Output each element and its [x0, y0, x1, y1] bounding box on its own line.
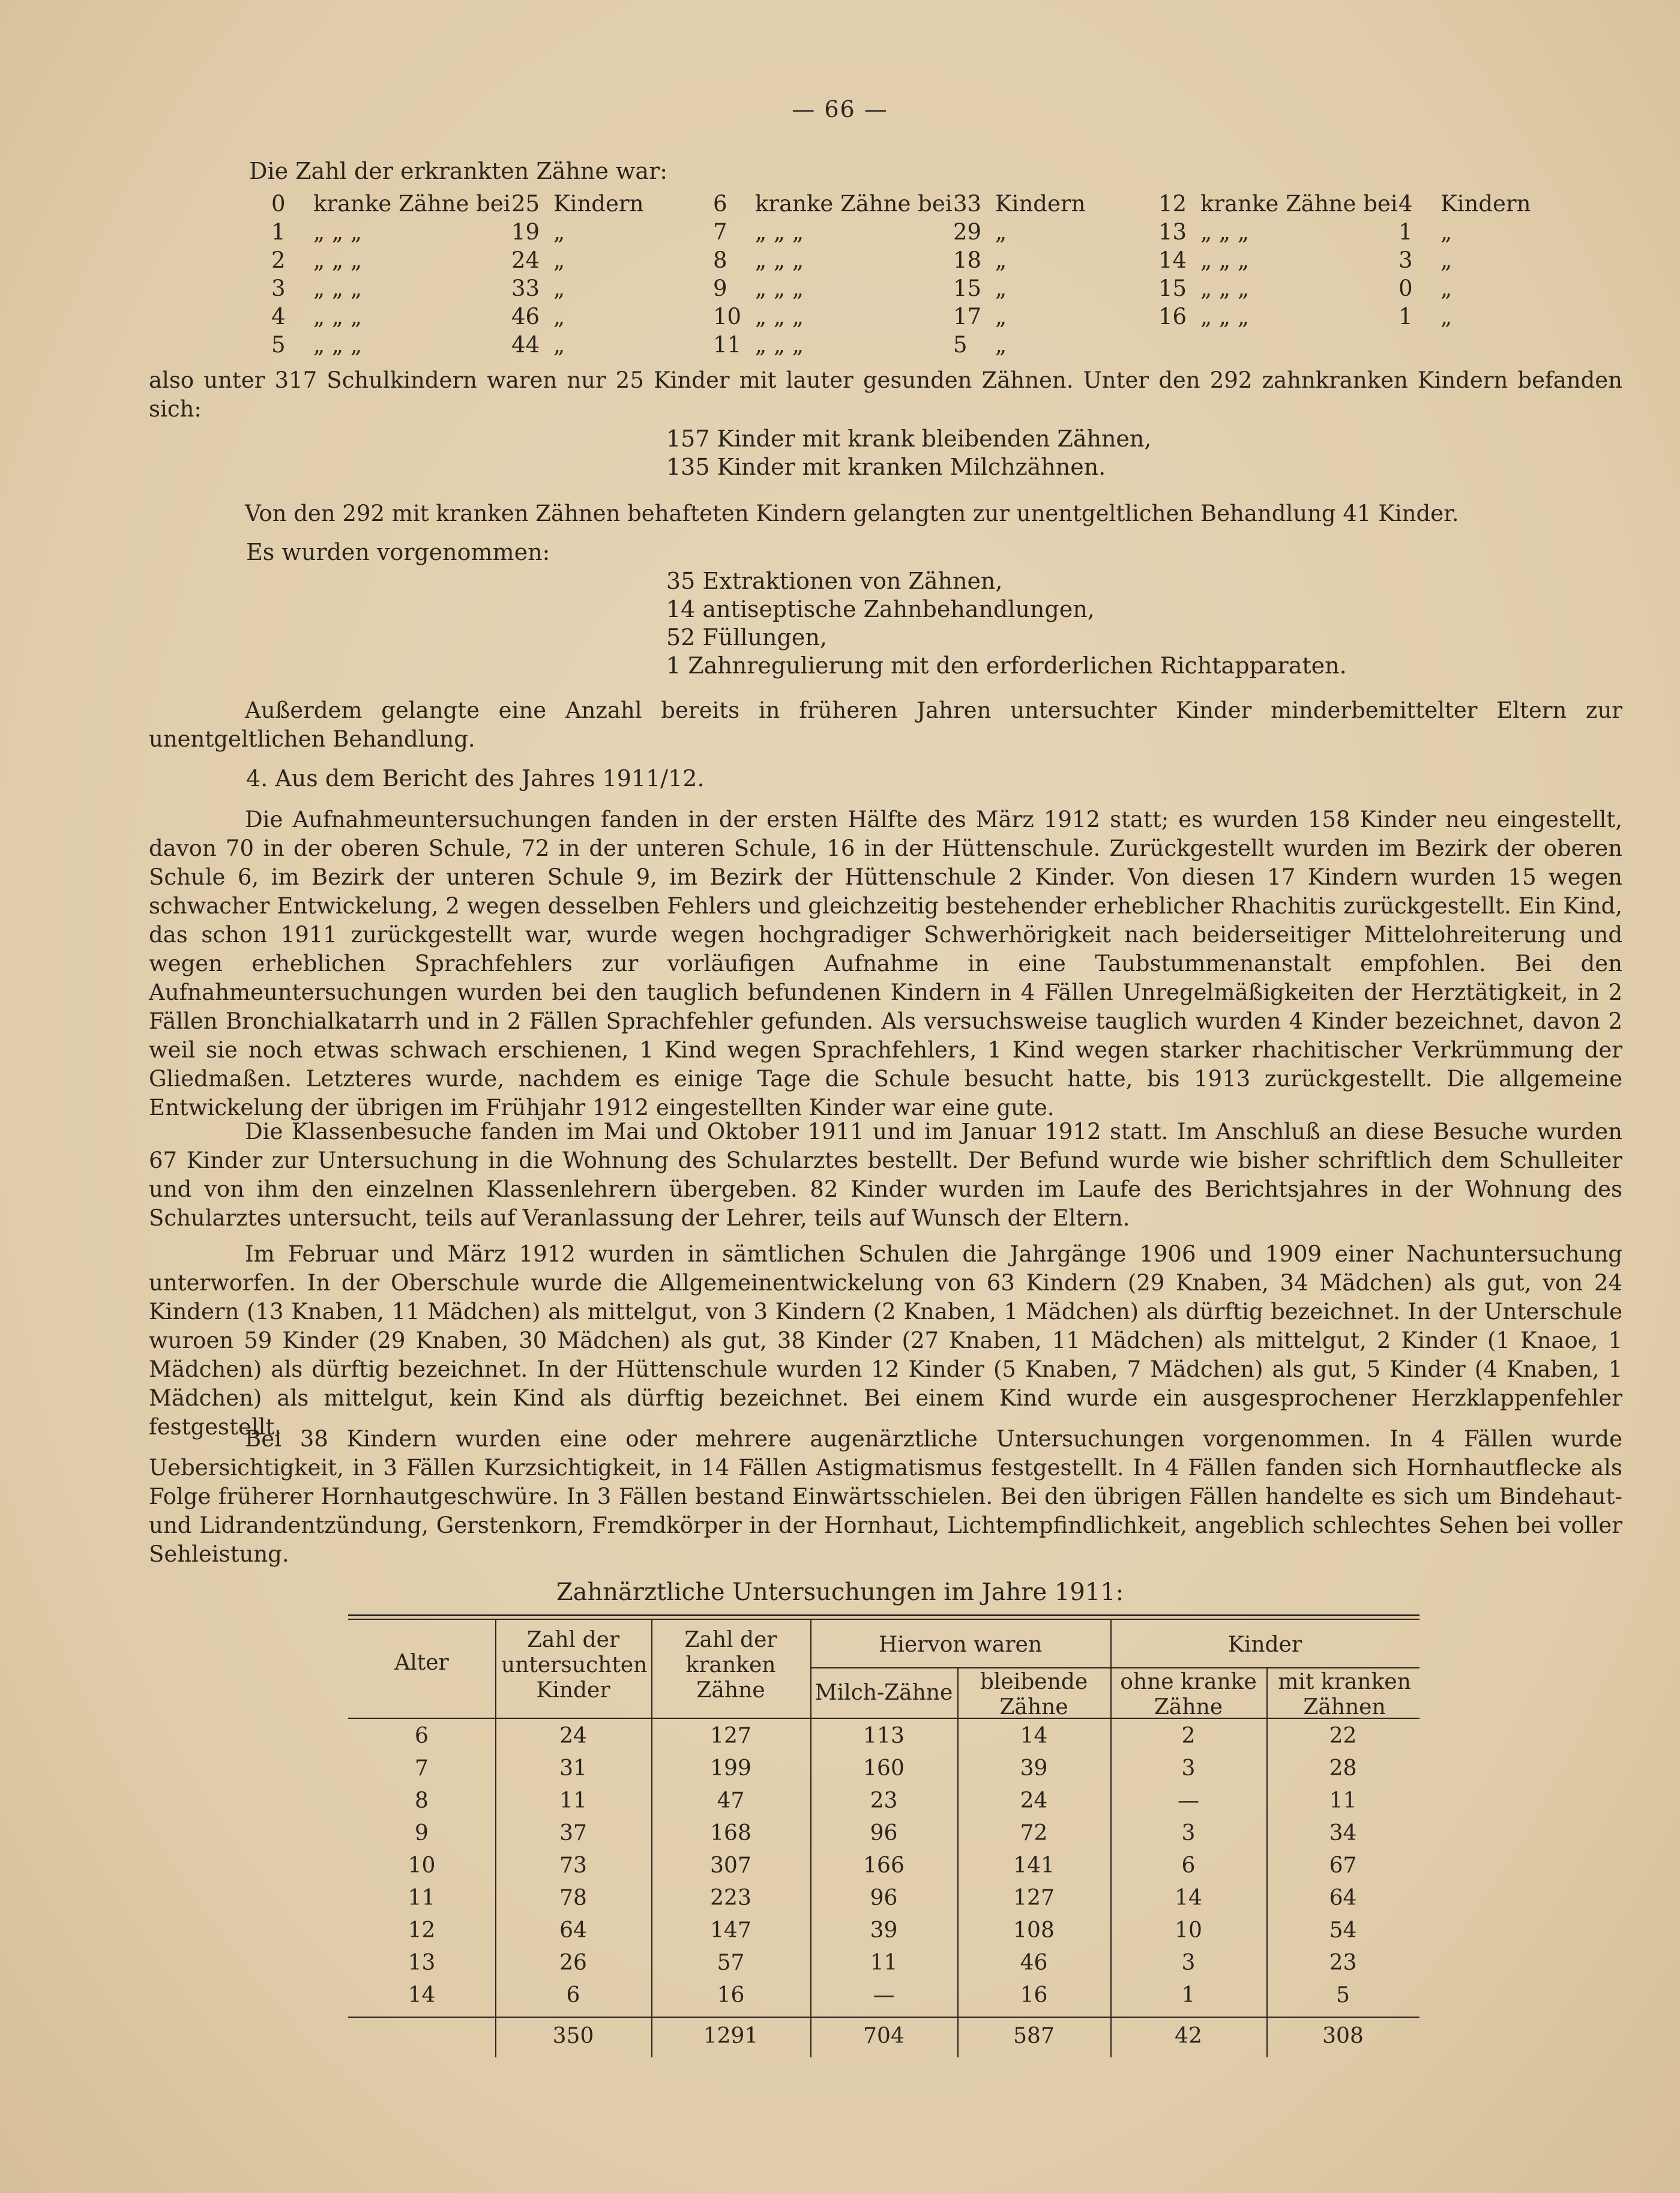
table-cell: 78 — [559, 1886, 587, 1910]
teeth-count-number: 4 — [271, 304, 286, 329]
summary-list-item: 157 Kinder mit krank bleibenden Zähnen, — [666, 426, 1152, 452]
teeth-count-children: 33 — [511, 275, 540, 301]
table-cell: 141 — [1013, 1853, 1055, 1878]
teeth-count-unit: „ — [553, 304, 565, 329]
table-age-cell: 6 — [415, 1724, 429, 1748]
teeth-count-label: kranke Zähne bei — [313, 191, 511, 217]
table-cell: 127 — [1013, 1886, 1055, 1910]
table-cell: 57 — [717, 1951, 745, 1975]
table-total-cell: 587 — [1013, 2024, 1055, 2048]
teeth-count-label: „ „ „ — [313, 247, 363, 273]
teeth-count-unit: „ — [1441, 219, 1453, 245]
dental-table — [348, 1614, 1420, 2059]
table-cell: 96 — [870, 1821, 898, 1846]
teeth-count-row — [271, 246, 643, 274]
table-cell: 23 — [870, 1788, 898, 1813]
table-cell: 2 — [1181, 1724, 1196, 1748]
summary-paragraph: also unter 317 Schulkindern waren nur 25 Kinder mit lauter gesunden Zähnen. Unter den 292 zahnkranken Kindern befanden sich: — [149, 367, 1622, 422]
teeth-count-children: 3 — [1398, 247, 1413, 273]
teeth-count-children: 33 — [953, 191, 982, 217]
teeth-count-row — [271, 190, 643, 218]
table-cell: 3 — [1181, 1756, 1196, 1781]
teeth-count-label: „ „ „ — [755, 247, 804, 273]
teeth-count-label: „ „ „ — [313, 275, 363, 301]
teeth-count-children: 5 — [953, 332, 968, 358]
teeth-count-row — [713, 331, 1085, 359]
performed-intro: Es wurden vorgenommen: — [246, 539, 550, 565]
table-cell: 72 — [1020, 1821, 1048, 1846]
teeth-count-number: 2 — [271, 247, 286, 273]
teeth-count-number: 12 — [1158, 191, 1187, 217]
table-cell: 16 — [717, 1983, 745, 2008]
table-cell: 11 — [870, 1951, 898, 1975]
performed-list-item: 52 Füllungen, — [666, 624, 827, 651]
table-cell: 108 — [1013, 1918, 1055, 1943]
table-total-cell: 704 — [863, 2024, 905, 2048]
table-total-cell: 308 — [1322, 2024, 1364, 2048]
section-heading: 4. Aus dem Bericht des Jahres 1911/12. — [246, 765, 705, 792]
treatment-paragraph: Von den 292 mit kranken Zähnen behafteten Kindern gelangten zur unentgeltlichen Behandlung 41 Kinder. — [245, 501, 1459, 526]
teeth-count-row — [1158, 218, 1531, 246]
table-age-cell: 9 — [415, 1821, 429, 1846]
table-subheader-rule — [810, 1667, 1110, 1668]
table-cell: 37 — [559, 1821, 587, 1846]
teeth-count-label: „ „ „ — [1200, 247, 1250, 273]
teeth-count-row — [1158, 190, 1531, 218]
table-cell: 147 — [710, 1918, 751, 1943]
table-cell: 11 — [1329, 1788, 1357, 1813]
table-cell: — — [1178, 1788, 1199, 1813]
header-bleibend: bleibende Zähne — [980, 1670, 1088, 1719]
table-top-rule — [348, 1614, 1420, 1616]
teeth-count-label: „ „ „ — [1200, 275, 1250, 301]
table-cell: 39 — [870, 1918, 898, 1943]
table-cell: 96 — [870, 1886, 898, 1910]
teeth-count-children: 0 — [1398, 275, 1413, 301]
teeth-count-unit: „ — [995, 219, 1007, 245]
teeth-count-unit: Kindern — [1441, 191, 1531, 217]
table-total-cell: 350 — [552, 2024, 594, 2048]
table-cell: 39 — [1020, 1756, 1048, 1781]
teeth-count-row — [713, 246, 1085, 274]
teeth-count-number: 8 — [713, 247, 727, 273]
table-cell: 166 — [863, 1853, 905, 1878]
performed-list-item: 14 antiseptische Zahnbehandlungen, — [666, 596, 1095, 622]
performed-list-item: 35 Extraktionen von Zähnen, — [666, 568, 1003, 594]
teeth-count-unit: „ — [553, 332, 565, 358]
teeth-count-number: 5 — [271, 332, 286, 358]
teeth-count-unit: „ — [1441, 275, 1453, 301]
teeth-count-unit: „ — [553, 247, 565, 273]
table-cell: 73 — [559, 1853, 587, 1878]
teeth-count-row — [1158, 246, 1531, 274]
teeth-count-label: „ „ „ — [1200, 304, 1250, 329]
teeth-count-row — [271, 302, 643, 331]
table-total-rule — [348, 2017, 1420, 2018]
table-subheader-rule — [1110, 1667, 1420, 1668]
table-cell: 6 — [566, 1983, 580, 2008]
teeth-count-children: 1 — [1398, 219, 1413, 245]
table-cell: 3 — [1181, 1821, 1196, 1846]
teeth-count-row — [271, 274, 643, 302]
table-cell: 47 — [717, 1788, 745, 1813]
header-ohne: ohne kranke Zähne — [1120, 1670, 1257, 1719]
teeth-count-label: „ „ „ — [313, 304, 363, 329]
teeth-count-unit: Kindern — [553, 191, 644, 217]
teeth-count-number: 7 — [713, 219, 727, 245]
header-zahl-zaehne: Zahl der kranken Zähne — [684, 1628, 777, 1703]
table-title: Zahnärztliche Untersuchungen im Jahre 1911: — [556, 1578, 1124, 1606]
table-cell: 67 — [1329, 1853, 1357, 1878]
table-cell: — — [873, 1983, 895, 2008]
performed-list-item: 1 Zahnregulierung mit den erforderlichen Richtapparaten. — [666, 652, 1347, 679]
table-cell: 168 — [710, 1821, 751, 1846]
table-cell: 127 — [710, 1724, 751, 1748]
teeth-count-label: „ „ „ — [1200, 219, 1250, 245]
header-hiervon: Hiervon waren — [878, 1632, 1043, 1657]
table-cell: 26 — [559, 1951, 587, 1975]
teeth-count-label: „ „ „ — [755, 332, 804, 358]
page-number: — 66 — — [792, 96, 888, 122]
table-cell: 160 — [863, 1756, 905, 1781]
table-age-cell: 14 — [408, 1983, 436, 2008]
table-age-cell: 12 — [408, 1918, 436, 1943]
table-cell: 64 — [1329, 1886, 1357, 1910]
teeth-count-number: 3 — [271, 275, 286, 301]
teeth-count-row — [713, 302, 1085, 331]
teeth-count-label: „ „ „ — [755, 219, 804, 245]
teeth-count-number: 15 — [1158, 275, 1187, 301]
teeth-count-row — [1158, 274, 1531, 302]
paragraph-eye-exams: Bei 38 Kindern wurden eine oder mehrere augenärztliche Untersuchungen vorgenommen. In 4 Fällen wurde Uebersichtigkeit, in 3 Fällen Kurzsichtigkeit, in 14 Fällen Astigmatismus festgestellt. In 4 Fällen fanden sich Hornhautflecke als Folge früherer Hornhautgeschwüre. In 3 Fällen bestand Einwärtsschielen. Bei den übrigen Fällen handelte es sich um Bindehaut- und Lidrandentzündung, Gerstenkorn, Fremdkörper in der Hornhaut, Lichtempfindlichkeit, angeblich schlechtes Sehen bei voller Sehleistung. — [149, 1426, 1622, 1567]
teeth-intro: Die Zahl der erkrankten Zähne war: — [249, 158, 668, 184]
summary-list-item: 135 Kinder mit kranken Milchzähnen. — [666, 454, 1106, 480]
teeth-count-row — [271, 331, 643, 359]
header-milch: Milch-Zähne — [814, 1680, 953, 1705]
teeth-count-children: 19 — [511, 219, 540, 245]
table-total-cell: 42 — [1175, 2024, 1202, 2048]
table-cell: 113 — [863, 1724, 905, 1748]
additional-paragraph: Außerdem gelangte eine Anzahl bereits in früheren Jahren untersuchter Kinder minderbemittelter Eltern zur unentgeltlichen Behandlung. — [149, 697, 1622, 752]
table-cell: 22 — [1329, 1724, 1357, 1748]
teeth-count-unit: Kindern — [995, 191, 1086, 217]
table-age-cell: 11 — [408, 1886, 436, 1910]
teeth-count-children: 17 — [953, 304, 982, 329]
table-cell: 24 — [559, 1724, 587, 1748]
teeth-count-unit: „ — [553, 219, 565, 245]
teeth-column-1 — [271, 190, 643, 359]
table-cell: 11 — [559, 1788, 587, 1813]
teeth-column-3 — [1158, 190, 1531, 331]
header-zahl-kinder: Zahl der untersuchten Kinder — [501, 1628, 648, 1703]
table-cell: 5 — [1336, 1983, 1350, 2008]
table-cell: 199 — [710, 1756, 751, 1781]
teeth-count-unit: „ — [553, 275, 565, 301]
header-alter: Alter — [394, 1650, 449, 1675]
teeth-count-unit: „ — [1441, 304, 1453, 329]
teeth-count-children: 29 — [953, 219, 982, 245]
table-cell: 6 — [1181, 1853, 1196, 1878]
teeth-count-children: 1 — [1398, 304, 1413, 329]
teeth-count-children: 46 — [511, 304, 540, 329]
summary-list — [666, 425, 1151, 481]
header-mit: mit kranken Zähnen — [1278, 1670, 1411, 1719]
teeth-count-row — [713, 218, 1085, 246]
table-cell: 46 — [1020, 1951, 1048, 1975]
performed-list — [666, 567, 1347, 680]
teeth-count-children: 44 — [511, 332, 540, 358]
table-cell: 16 — [1020, 1983, 1048, 2008]
teeth-count-number: 6 — [713, 191, 727, 217]
teeth-count-children: 18 — [953, 247, 982, 273]
table-top-rule-2 — [348, 1619, 1420, 1620]
teeth-count-label: kranke Zähne bei — [1200, 191, 1398, 217]
teeth-count-label: „ „ „ — [313, 219, 363, 245]
paragraph-admission: Die Aufnahmeuntersuchungen fanden in der ersten Hälfte des März 1912 statt; es wurden 158 Kinder neu eingestellt, davon 70 in der oberen Schule, 72 in der unteren Schule, 16 in der Hüttenschule. Zurückgestellt wurden im Bezirk der oberen Schule 6, im Bezirk der unteren Schule 9, im Bezirk der Hüttenschule 2 Kinder. Von diesen 17 Kindern wurden 15 wegen schwacher Entwickelung, 2 wegen desselben Fehlers und gleichzeitig bestehender erheblicher Rhachitis zurückgestellt. Ein Kind, das schon 1911 zurückgestellt war, wurde wegen hochgradiger Schwerhörigkeit nach beiderseitiger Mittelohreiterung und wegen erheblichen Sprachfehlers zur vorläufigen Aufnahme in eine Taubstummenanstalt empfohlen. Bei den Aufnahmeuntersuchungen wurden bei den tauglich befundenen Kindern in 4 Fällen Unregelmäßigkeiten der Herztätigkeit, in 2 Fällen Bronchialkatarrh und in 2 Fällen Sprachfehler gefunden. Als versuchsweise tauglich wurden 4 Kinder bezeichnet, davon 2 weil sie noch etwas schwach erschienen, 1 Kind wegen Sprachfehlers, 1 Kind wegen starker rhachitischer Verkrümmung der Gliedmaßen. Letzteres wurde, nachdem es einige Tage die Schule besucht hatte, bis 1913 zurückgestellt. Die allgemeine Entwickelung der übrigen im Frühjahr 1912 eingestellten Kinder war eine gute. — [149, 807, 1622, 1121]
teeth-count-unit: „ — [1441, 247, 1453, 273]
teeth-count-children: 15 — [953, 275, 982, 301]
teeth-count-row — [271, 218, 643, 246]
teeth-count-children: 25 — [511, 191, 540, 217]
table-cell: 3 — [1181, 1951, 1196, 1975]
table-cell: 64 — [559, 1918, 587, 1943]
teeth-count-row — [713, 274, 1085, 302]
table-cell: 24 — [1020, 1788, 1048, 1813]
teeth-count-unit: „ — [995, 332, 1007, 358]
teeth-count-row — [713, 190, 1085, 218]
table-cell: 10 — [1175, 1918, 1202, 1943]
teeth-count-number: 9 — [713, 275, 727, 301]
table-age-cell: 10 — [408, 1853, 436, 1878]
table-cell: 14 — [1020, 1724, 1048, 1748]
teeth-count-children: 4 — [1398, 191, 1413, 217]
teeth-count-number: 11 — [713, 332, 742, 358]
table-cell: 31 — [559, 1756, 587, 1781]
paragraph-class-visits: Die Klassenbesuche fanden im Mai und Oktober 1911 und im Januar 1912 statt. Im Anschluß an diese Besuche wurden 67 Kinder zur Untersuchung in die Wohnung des Schularztes bestellt. Der Befund wurde wie bisher schriftlich dem Schulleiter und von ihm den einzelnen Klassenlehrern übergeben. 82 Kinder wurden im Laufe des Berichtsjahres in der Wohnung des Schularztes untersucht, teils auf Veranlassung der Lehrer, teils auf Wunsch der Eltern. — [149, 1119, 1622, 1231]
teeth-column-2 — [713, 190, 1085, 359]
teeth-count-number: 16 — [1158, 304, 1187, 329]
teeth-count-unit: „ — [995, 304, 1007, 329]
teeth-count-unit: „ — [995, 275, 1007, 301]
table-age-cell: 7 — [415, 1756, 429, 1781]
table-age-cell: 13 — [408, 1951, 436, 1975]
teeth-count-label: kranke Zähne bei — [755, 191, 953, 217]
table-cell: 223 — [710, 1886, 751, 1910]
teeth-count-row — [1158, 302, 1531, 331]
header-kinder: Kinder — [1227, 1632, 1302, 1657]
table-cell: 14 — [1175, 1886, 1202, 1910]
table-cell: 1 — [1181, 1983, 1196, 2008]
teeth-count-label: „ „ „ — [755, 275, 804, 301]
teeth-count-label: „ „ „ — [313, 332, 363, 358]
table-cell: 54 — [1329, 1918, 1357, 1943]
teeth-count-unit: „ — [995, 247, 1007, 273]
table-cell: 34 — [1329, 1821, 1357, 1846]
teeth-count-number: 10 — [713, 304, 742, 329]
table-cell: 28 — [1329, 1756, 1357, 1781]
teeth-count-number: 13 — [1158, 219, 1187, 245]
teeth-count-number: 14 — [1158, 247, 1187, 273]
teeth-count-children: 24 — [511, 247, 540, 273]
table-age-cell: 8 — [415, 1788, 429, 1813]
paragraph-reexamination: Im Februar und März 1912 wurden in sämtlichen Schulen die Jahrgänge 1906 und 1909 einer Nachuntersuchung unterworfen. In der Oberschule wurde die Allgemeinentwickelung von 63 Kindern (29 Knaben, 34 Mädchen) als gut, von 24 Kindern (13 Knaben, 11 Mädchen) als mittelgut, von 3 Kindern (2 Knaben, 1 Mädchen) als dürftig bezeichnet. In der Unterschule wuroen 59 Kinder (29 Knaben, 30 Mädchen) als gut, 38 Kinder (27 Knaben, 11 Mädchen) als mittelgut, 2 Kinder (1 Knaoe, 1 Mädchen) als dürftig bezeichnet. In der Hüttenschule wurden 12 Kinder (5 Knaben, 7 Mädchen) als gut, 5 Kinder (4 Knaben, 1 Mädchen) als mittelgut, kein Kind als dürftig bezeichnet. Bei einem Kind wurde ein ausgesprochener Herzklappenfehler festgestellt. — [149, 1241, 1622, 1440]
teeth-count-label: „ „ „ — [755, 304, 804, 329]
table-total-cell: 1291 — [703, 2024, 759, 2048]
teeth-count-number: 0 — [271, 191, 286, 217]
teeth-count-number: 1 — [271, 219, 286, 245]
table-cell: 23 — [1329, 1951, 1357, 1975]
table-cell: 307 — [710, 1853, 751, 1878]
